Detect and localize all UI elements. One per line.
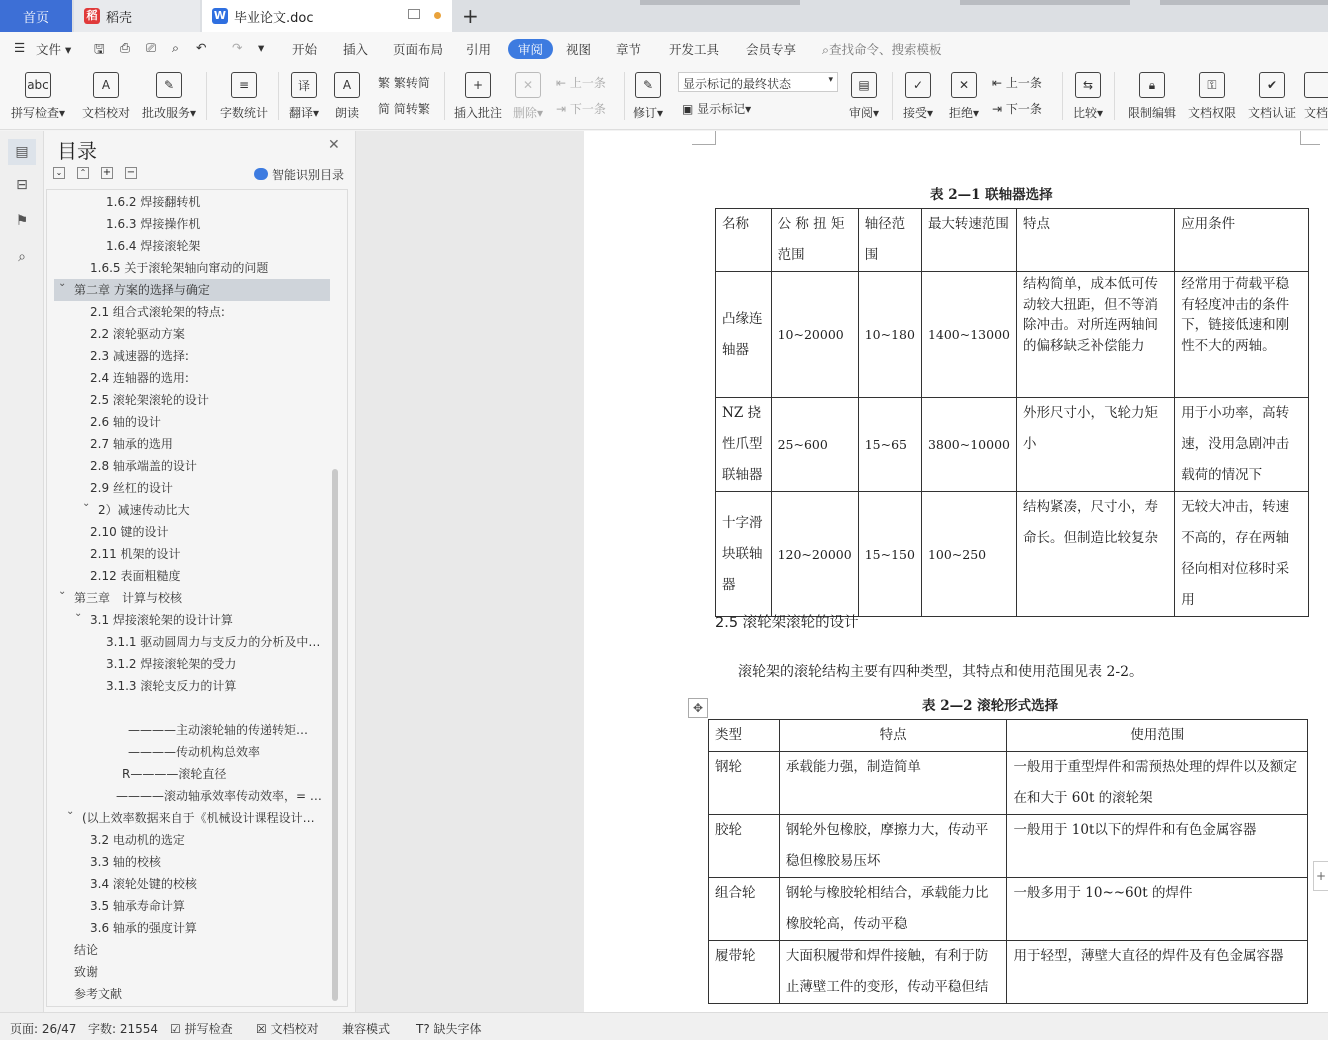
page-corner-mark xyxy=(1300,131,1320,145)
table-header-cell: 特点 xyxy=(779,720,1007,752)
lock-icon: 🔒︎ xyxy=(1139,72,1165,98)
toc-item[interactable]: 致谢 xyxy=(74,965,99,979)
close-icon[interactable]: ✕ xyxy=(328,137,340,153)
table-cell: 15~65 xyxy=(858,398,921,492)
table-cell: 结构紧凑，尺寸小，寿命长。但制造比较复杂 xyxy=(1017,492,1175,617)
separator xyxy=(206,72,207,120)
table-row xyxy=(709,941,1308,1004)
doc-more-label: 文档 xyxy=(1304,106,1328,120)
doc-permission-button[interactable] xyxy=(1184,66,1240,128)
review-pane-label: 审阅 xyxy=(848,106,873,120)
table-cell: 履带轮 xyxy=(709,941,780,1004)
command-search-placeholder: 查找命令、搜索模板 xyxy=(829,42,942,57)
table-cell: 钢轮外包橡胶，摩擦力大，传动平稳但橡胶易压坏 xyxy=(779,815,1007,878)
coupling-table xyxy=(715,208,1309,617)
status-doc-check[interactable] xyxy=(256,1020,319,1037)
smart-toc-icon xyxy=(254,168,268,180)
translate-icon: 译 xyxy=(291,72,317,98)
table-cell: NZ 挠性爪型联轴器 xyxy=(716,398,772,492)
menu-member[interactable]: 会员专享 xyxy=(746,42,797,57)
table-row xyxy=(709,878,1308,941)
toc-item[interactable]: ————传动机构总效率 xyxy=(128,745,261,759)
simp-to-trad-label: 简转繁 xyxy=(393,102,430,116)
word-count-label: 字数统计 xyxy=(219,106,268,120)
new-tab-button[interactable] xyxy=(462,0,479,32)
table-cell: 无较大冲击，转速不高的，存在两轴径向相对位移时采用 xyxy=(1175,492,1309,617)
table-header-cell: 特点 xyxy=(1017,209,1175,272)
toc-item[interactable]: 3.1 焊接滚轮架的设计计算 xyxy=(90,613,233,627)
compare-icon: ⇆ xyxy=(1075,72,1101,98)
table1-caption: 表 2—1 联轴器选择 xyxy=(930,187,1053,203)
table-cell: 用于轻型，薄壁大直径的焊件及有色金属容器 xyxy=(1007,941,1308,1004)
table-row xyxy=(716,272,1309,398)
table-cell: 凸缘连轴器 xyxy=(716,272,772,398)
separator xyxy=(1062,72,1063,120)
table-header-cell: 应用条件 xyxy=(1175,209,1309,272)
table-cell: 钢轮 xyxy=(709,752,780,815)
tab-strip-decor xyxy=(1160,0,1328,5)
menu-review[interactable]: 审阅 xyxy=(508,39,553,59)
monitor-icon[interactable] xyxy=(408,9,420,19)
doc-certify-icon: ✔ xyxy=(1259,72,1285,98)
table-cell: 100~250 xyxy=(921,492,1016,617)
table-cell: 外形尺寸小，飞轮力矩小 xyxy=(1017,398,1175,492)
prev-change-button[interactable]: ⇤ 上一条 xyxy=(992,76,1042,90)
print-icon[interactable]: ⎚ xyxy=(146,40,157,55)
tab-home[interactable] xyxy=(0,0,72,32)
menu-home[interactable]: 开始 xyxy=(292,42,318,57)
save-icon[interactable]: 🖫 xyxy=(94,41,105,56)
menu-file-label: 文件 xyxy=(36,42,62,57)
trad-to-simp-label: 繁转简 xyxy=(393,76,430,90)
toc-item[interactable]: 2.6 轴的设计 xyxy=(90,415,161,429)
table2-caption: 表 2—2 滚轮形式选择 xyxy=(922,698,1059,714)
prev-change-label: 上一条 xyxy=(1005,76,1042,90)
toc-item[interactable]: 1.6.4 焊接滚轮架 xyxy=(106,239,201,253)
menu-bar xyxy=(0,32,1328,66)
word-doc-icon: W xyxy=(213,9,227,22)
chevron-down-icon: ▾ xyxy=(828,75,833,85)
missing-font-icon: T? xyxy=(416,1022,430,1036)
prev-comment-button[interactable]: ⇤ 上一条 xyxy=(556,76,606,90)
word-count-button[interactable] xyxy=(216,66,272,128)
doc-check-status-icon: ☒ xyxy=(256,1022,267,1036)
track-changes-button[interactable]: ✎ 修订▾ xyxy=(630,66,666,128)
table-cell: 10~20000 xyxy=(771,272,858,398)
separator xyxy=(624,72,625,120)
table-cell: 25~600 xyxy=(771,398,858,492)
read-aloud-icon: A xyxy=(334,72,360,98)
table-row xyxy=(716,398,1309,492)
collapse-all-icon[interactable]: ⌄ xyxy=(53,167,65,179)
toc-item[interactable]: 参考文献 xyxy=(74,987,123,1001)
correction-icon: ✎ xyxy=(156,72,182,98)
table-row xyxy=(716,492,1309,617)
next-change-label: 下一条 xyxy=(1005,102,1042,116)
tab-bar xyxy=(0,0,1328,32)
new-tab-plus-icon: + xyxy=(462,4,479,28)
command-search[interactable] xyxy=(822,40,942,58)
document-page[interactable] xyxy=(584,131,1328,1012)
demote-level-icon[interactable]: − xyxy=(126,167,136,178)
toc-item[interactable]: 3.1.3 滚轮支反力的计算 xyxy=(106,679,237,693)
delete-comment-icon: ✕ xyxy=(515,72,541,98)
table-cell: 一般多用于 10~~60t 的焊件 xyxy=(1007,878,1308,941)
table-cell: 1400~13000 xyxy=(921,272,1016,398)
menu-file[interactable]: 文件 ▾ xyxy=(36,42,72,57)
page-indicator[interactable]: 页面: 26/47 xyxy=(10,1022,77,1036)
table-cell: 钢轮与橡胶轮相结合，承载能力比橡胶轮高，传动平稳 xyxy=(779,878,1007,941)
doc-check-icon: A xyxy=(93,72,119,98)
table-header-cell: 公 称 扭 矩 范围 xyxy=(771,209,858,272)
trad-to-simp-button[interactable] xyxy=(378,74,430,91)
checkbox-icon: ☑ xyxy=(170,1022,181,1036)
toc-item[interactable]: 1.6.3 焊接操作机 xyxy=(106,217,201,231)
table-header-cell: 最大转速范围 xyxy=(921,209,1016,272)
chevron-down-icon[interactable]: ⌄ xyxy=(58,586,67,597)
tab-home-label: 首页 xyxy=(22,10,49,26)
table-cell: 120~20000 xyxy=(771,492,858,617)
toc-item[interactable]: 2）减速传动比大 xyxy=(98,503,190,517)
status-bar xyxy=(0,1012,1328,1040)
doc-certify-button[interactable] xyxy=(1244,66,1300,128)
toc-item[interactable]: ————滚动轴承效率传动效率，= … xyxy=(116,789,322,803)
doc-more-button[interactable] xyxy=(1304,66,1328,128)
spell-check-button[interactable]: abc 拼写检查▾ xyxy=(10,66,66,128)
table-move-handle-icon[interactable]: ✥ xyxy=(688,698,708,718)
toc-item[interactable]: 3.2 电动机的选定 xyxy=(90,833,185,847)
table-row xyxy=(716,209,1309,272)
toc-item[interactable]: 1.6.5 关于滚轮架轴向窜动的问题 xyxy=(90,261,269,275)
delete-comment-button[interactable]: ✕ 删除▾ xyxy=(510,66,546,128)
toc-item[interactable]: 结论 xyxy=(74,943,99,957)
simp-to-trad-button[interactable] xyxy=(378,100,430,117)
correction-service-button[interactable]: ✎ 批改服务▾ xyxy=(140,66,198,128)
toc-item[interactable]: 2.5 滚轮架滚轮的设计 xyxy=(90,393,209,407)
word-count-icon: ≡ xyxy=(231,72,257,98)
status-spell-label: 拼写检查 xyxy=(184,1022,233,1036)
tab-daoke[interactable] xyxy=(74,0,200,32)
toc-item[interactable]: 2.8 轴承端盖的设计 xyxy=(90,459,197,473)
insert-comment-label: 插入批注 xyxy=(453,106,502,120)
toc-item[interactable]: 2.3 减速器的选择: xyxy=(90,349,189,363)
accept-icon: ✓ xyxy=(905,72,931,98)
doc-permission-icon: ⚿ xyxy=(1199,72,1225,98)
doc-check-label: 文档校对 xyxy=(81,106,130,120)
table-cell: 3800~10000 xyxy=(921,398,1016,492)
chevron-down-icon[interactable]: ⌄ xyxy=(58,278,67,289)
compare-button[interactable]: ⇆ 比较▾ xyxy=(1070,66,1106,128)
reject-icon: ✕ xyxy=(951,72,977,98)
show-markup-button[interactable]: ▣ 显示标记▾ xyxy=(682,102,752,116)
table-header-cell: 轴径范围 xyxy=(858,209,921,272)
missing-font-label: 缺失字体 xyxy=(433,1022,482,1036)
toc-item[interactable]: 2.9 丝杠的设计 xyxy=(90,481,173,495)
roller-type-table xyxy=(708,719,1308,1004)
section-heading: 2.5 滚轮架滚轮的设计 xyxy=(715,615,859,631)
table-cell: 组合轮 xyxy=(709,878,780,941)
smart-toc-button[interactable] xyxy=(254,166,344,183)
missing-font-button[interactable] xyxy=(416,1020,482,1037)
table-cell: 一般用于重型焊件和需预热处理的焊件以及额定在和大于 60t 的滚轮架 xyxy=(1007,752,1308,815)
toc-item[interactable]: 2.11 机架的设计 xyxy=(90,547,181,561)
toc-item[interactable]: 3.4 滚轮处键的校核 xyxy=(90,877,197,891)
status-doc-check-label: 文档校对 xyxy=(270,1022,319,1036)
chevron-down-icon[interactable]: ⌄ xyxy=(66,806,75,817)
left-rail xyxy=(0,131,44,1012)
table-cell: 一般用于 10t以下的焊件和有色金属容器 xyxy=(1007,815,1308,878)
delete-comment-label: 删除 xyxy=(512,106,537,120)
redo-icon[interactable]: ↷ xyxy=(232,40,243,55)
word-count-indicator[interactable]: 字数: 21554 xyxy=(88,1022,159,1036)
toc-item[interactable]: 3.5 轴承寿命计算 xyxy=(90,899,185,913)
separator xyxy=(892,72,893,120)
table-cell: 用于小功率，高转速，没用急剧冲击载荷的情况下 xyxy=(1175,398,1309,492)
markup-state-select[interactable] xyxy=(678,72,838,92)
tab-document[interactable] xyxy=(202,0,452,32)
toc-item[interactable]: 2.2 滚轮驱动方案 xyxy=(90,327,185,341)
spell-check-icon: abc xyxy=(25,72,51,98)
menu-references[interactable]: 引用 xyxy=(466,42,492,57)
compat-mode-indicator: 兼容模式 xyxy=(342,1022,391,1036)
menu-dev-tools[interactable]: 开发工具 xyxy=(669,42,720,57)
smart-toc-label: 智能识别目录 xyxy=(272,168,345,182)
print-preview-icon[interactable]: ⌕ xyxy=(172,40,180,55)
trad-simp-icon: 繁 xyxy=(378,76,391,90)
toc-item[interactable]: 3.3 轴的校核 xyxy=(90,855,161,869)
find-icon[interactable]: ⌕ xyxy=(18,249,26,265)
accept-label: 接受 xyxy=(902,106,927,120)
toc-panel-icon[interactable]: ▤ xyxy=(8,139,36,165)
table-cell: 10~180 xyxy=(858,272,921,398)
toc-title: 目录 xyxy=(57,139,97,163)
toc-panel xyxy=(44,131,356,1012)
read-aloud-label: 朗读 xyxy=(334,106,359,120)
simp-trad-icon: 简 xyxy=(378,102,391,116)
side-panel-expand-icon[interactable]: + xyxy=(1313,861,1328,891)
table-cell: 承载能力强，制造简单 xyxy=(779,752,1007,815)
menu-page-layout[interactable]: 页面布局 xyxy=(393,42,444,57)
toc-item[interactable]: 第三章 计算与校核 xyxy=(74,591,183,605)
tab-daoke-label: 稻壳 xyxy=(106,10,133,26)
restrict-editing-label: 限制编辑 xyxy=(1127,106,1176,120)
show-markup-label: 显示标记 xyxy=(697,102,746,116)
table-row xyxy=(709,720,1308,752)
table-cell: 结构简单，成本低可传动较大扭距，但不等消除冲击。对所连两轴间的偏移缺乏补偿能力 xyxy=(1017,272,1175,398)
export-pdf-icon[interactable]: ⎙ xyxy=(120,40,131,55)
correction-label: 批改服务 xyxy=(141,106,190,120)
undo-icon[interactable]: ↶ xyxy=(196,40,207,55)
chapter-nav-icon[interactable]: ⊟ xyxy=(16,177,28,193)
bookmark-icon[interactable]: ⚑ xyxy=(15,213,29,229)
doc-permission-label: 文档权限 xyxy=(1187,106,1236,120)
table-header-cell: 类型 xyxy=(709,720,780,752)
table-cell: 15~150 xyxy=(858,492,921,617)
translate-label: 翻译 xyxy=(288,106,313,120)
status-spell-check[interactable] xyxy=(170,1020,233,1037)
restrict-editing-button[interactable] xyxy=(1124,66,1180,128)
doc-check-button[interactable] xyxy=(78,66,134,128)
toc-item[interactable]: 3.1.1 驱动圆周力与支反力的分析及中… xyxy=(106,635,321,649)
toc-item[interactable]: 3.6 轴承的强度计算 xyxy=(90,921,197,935)
toc-item[interactable]: 2.4 连轴器的选用: xyxy=(90,371,189,385)
next-change-button[interactable]: ⇥ 下一条 xyxy=(992,102,1042,116)
review-ribbon xyxy=(0,66,1328,130)
hamburger-icon[interactable]: ☰ xyxy=(14,40,26,55)
track-changes-label: 修订 xyxy=(632,106,657,120)
quick-access-dropdown-icon[interactable]: ▾ xyxy=(258,40,265,55)
separator xyxy=(1114,72,1115,120)
toc-item[interactable]: 2.10 键的设计 xyxy=(90,525,169,539)
page-corner-mark xyxy=(692,131,716,145)
table-row xyxy=(709,815,1308,878)
promote-level-icon[interactable]: + xyxy=(102,167,112,178)
menu-chapter[interactable]: 章节 xyxy=(616,42,642,57)
insert-comment-button[interactable] xyxy=(452,66,504,128)
accept-button[interactable]: ✓ 接受▾ xyxy=(900,66,936,128)
toc-scrollbar[interactable] xyxy=(332,469,338,1001)
table-header-cell: 名称 xyxy=(716,209,772,272)
track-changes-icon: ✎ xyxy=(635,72,661,98)
toc-item[interactable]: 第二章 方案的选择与确定 xyxy=(74,283,210,297)
table-cell: 胶轮 xyxy=(709,815,780,878)
insert-comment-icon: + xyxy=(465,72,491,98)
tab-strip-decor xyxy=(960,0,1130,5)
translate-button[interactable]: 译 翻译▾ xyxy=(286,66,322,128)
toc-item[interactable]: (以上效率数据来自于《机械设计课程设计… xyxy=(82,811,315,825)
toc-item[interactable]: 2.12 表面粗糙度 xyxy=(90,569,181,583)
doc-certify-label: 文档认证 xyxy=(1247,106,1296,120)
table-header-cell: 使用范围 xyxy=(1007,720,1308,752)
toc-item[interactable]: ————主动滚轮轴的传递转矩… xyxy=(128,723,309,737)
search-icon: ⌕ xyxy=(822,42,830,57)
separator xyxy=(278,72,279,120)
toc-item[interactable]: 2.7 轴承的选用 xyxy=(90,437,173,451)
toc-item[interactable]: 2.1 组合式滚轮架的特点: xyxy=(90,305,225,319)
separator xyxy=(444,72,445,120)
compare-label: 比较 xyxy=(1072,106,1097,120)
review-pane-icon: ▤ xyxy=(851,72,877,98)
menu-insert[interactable]: 插入 xyxy=(343,42,369,57)
toc-item[interactable]: 3.1.2 焊接滚轮架的受力 xyxy=(106,657,237,671)
tab-strip-decor xyxy=(640,0,800,5)
reject-label: 拒绝 xyxy=(948,106,973,120)
chevron-down-icon[interactable]: ⌄ xyxy=(82,498,91,509)
table-cell: 大面积履带和焊件接触，有利于防止薄壁工件的变形，传动平稳但结 xyxy=(779,941,1007,1004)
toc-item[interactable]: 1.6.2 焊接翻转机 xyxy=(106,195,201,209)
unsaved-dot-icon xyxy=(434,12,441,19)
prev-comment-label: 上一条 xyxy=(569,76,606,90)
menu-view[interactable]: 视图 xyxy=(566,42,592,57)
body-paragraph: 滚轮架的滚轮结构主要有四种类型，其特点和使用范围见表 2-2。 xyxy=(738,664,1143,680)
doc-more-icon xyxy=(1304,72,1328,98)
next-comment-label: 下一条 xyxy=(569,102,606,116)
table-cell: 十字滑块联轴器 xyxy=(716,492,772,617)
toc-item[interactable]: R————滚轮直径 xyxy=(122,767,227,781)
review-pane-button[interactable]: ▤ 审阅▾ xyxy=(846,66,882,128)
tab-document-label: 毕业论文.doc xyxy=(234,10,314,26)
read-aloud-button[interactable] xyxy=(330,66,364,128)
expand-all-icon[interactable]: ⌃ xyxy=(77,167,89,179)
table-cell: 经常用于荷载平稳有轻度冲击的条件下，链接低速和刚性不大的两轴。 xyxy=(1175,272,1309,398)
reject-button[interactable]: ✕ 拒绝▾ xyxy=(946,66,982,128)
markup-state-value: 显示标记的最终状态 xyxy=(683,77,792,91)
chevron-down-icon[interactable]: ⌄ xyxy=(74,608,83,619)
next-comment-button[interactable]: ⇥ 下一条 xyxy=(556,102,606,116)
spell-check-label: 拼写检查 xyxy=(10,106,59,120)
table-row xyxy=(709,752,1308,815)
daoke-logo-icon: 稻 xyxy=(84,8,100,24)
